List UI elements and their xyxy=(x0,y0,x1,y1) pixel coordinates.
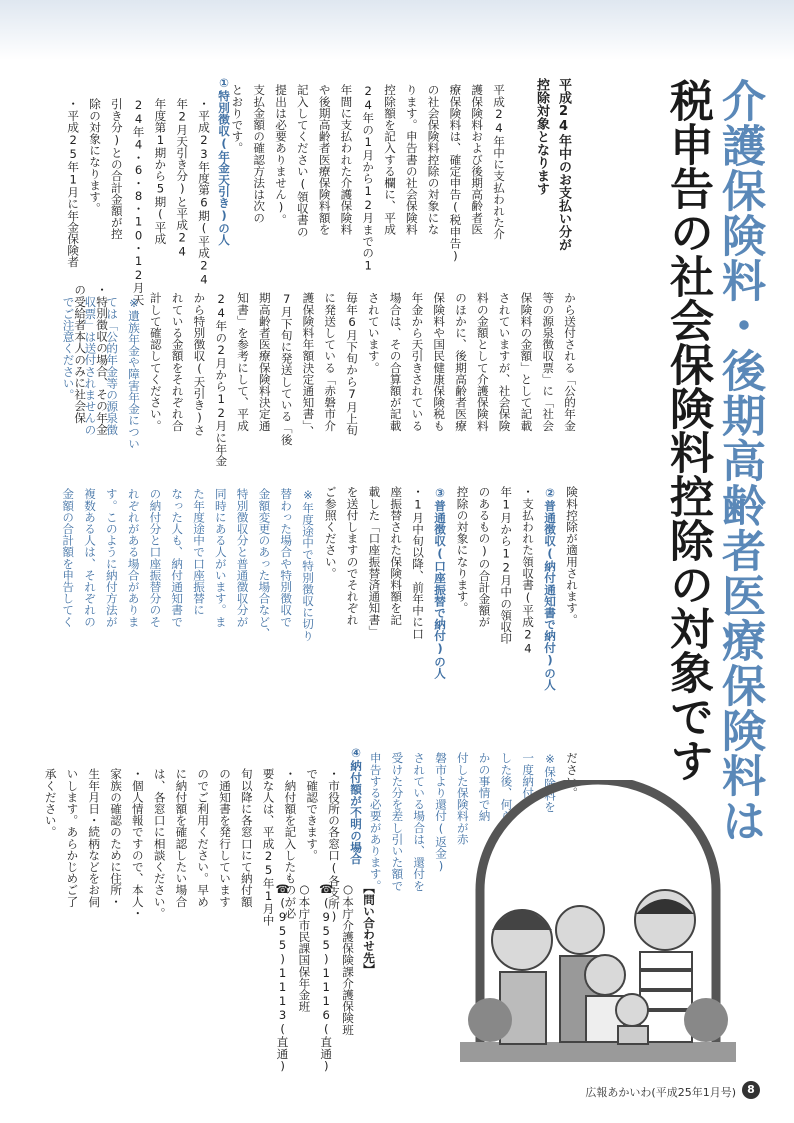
multiple-method-note: ※年度途中で特別徴収に切り 替わった場合や特別徴収で 金額変更のあった場合など、 特別徴収分と普通徴収分が 同時にある人がいます。ま た年度途中で口座振替に なった人も、納付通知書で の納付分と口座振替分のそ れぞれがある場合がありま す。このように納付方法が 複数ある人は、それぞれの 金額の合計額を申告してく xyxy=(61,488,315,642)
lead-text: 平成24年中のお支払い分が 控除対象となります xyxy=(534,78,571,251)
family-illustration xyxy=(460,780,736,1062)
heading-normal-account: ③普通徴収(口座振替で納付)の人 xyxy=(433,486,447,679)
contact-info: ○本庁介護保険課介護保険班 ☎(955)1116(直通) ○本庁市民課国保年金班 ☎(955)1113(直通) xyxy=(275,882,355,1074)
heading-unknown-amount: ④納付額が不明の場合 xyxy=(349,746,363,865)
survivor-pension-note: ※遺族年金や障害年金につい ては「公的年金等の源泉徴 収票」は送付されませんの でご注意ください。 xyxy=(61,296,141,450)
title-line-1: 介護保険料・後期高齢者医療保険料は xyxy=(714,78,765,843)
bottom-start-text: ださい。 xyxy=(565,752,579,799)
title-line-2: 税申告の社会保険料控除の対象です xyxy=(662,78,713,782)
header-band xyxy=(0,0,794,60)
page-number: 8 xyxy=(742,1081,760,1099)
refund-note: ※保険料を 一度納付 した後、何ら かの事情で納 付した保険料が赤 磐市より還付(返金) されている場合は、還付を 受けた分を差し引いた額で 申告する必要があります。 xyxy=(368,752,557,892)
unknown-amount-text: ・市役所の各窓口(各支所) で確認できます。 ・納付額を記入したものが必 要な人は、平成25年1月中 旬以降に各窓口にて納付額 の通知書を発行しています のでご利用ください。早め に納付額を確認したい場合 は、各窓口に相談ください。 ・個人情報ですので、本人・ 家族の確認のために住所・ 生年月日・続柄などをお伺 いします。あらかじめご了 承ください。 xyxy=(43,768,341,926)
heading-normal-notice: ②普通徴収(納付通知書で納付)の人 xyxy=(543,486,557,691)
heading-special-collection: ①特別徴収(年金天引き)の人 xyxy=(217,76,231,246)
middle-text: から送付される「公的年金 等の源泉徴収票」に「社会 保険料の金額」として記載 されていますが、社会保険 料の金額として介護保険料 のほかに、後期高齢者医療 保険料や国民健康保険税も 年金から天引きされている 場合は、その合算額が記載 されています。 毎年6月下旬から7月上旬 に発送している「赤磐市介 護保険料年額決定通知書」、 7月下旬に発送している「後 期高齢者医療保険料決定通 知書」を参考にして、平成 24年の2月から12月に年金 から特別徴収(天引き)さ れている金額をそれぞれ合 計して確認してください。 xyxy=(148,292,577,467)
publication-footer: 広報あかいわ(平成25年1月号) xyxy=(585,1086,736,1099)
intro-text: 平成24年中に支払われた介 護保険料および後期高齢者医 療保険料は、確定申告(税申告) の社会保険料控除の対象にな ります。申告書の社会保険料 控除額を記入する欄に、平成 24年の1月から12月までの1 年間に支払われた介護保険料 や後期高齢者医療保険料額を 記入してください(領収書の 提出は必要ありません)。 支払金額の確認方法は次の とおりです。 xyxy=(230,84,506,273)
special-collection-text: ・平成23年度第6期(平成24 年2月天引き分)と平成24 年度第1期から5期(平成 24年4・6・8・10・12月天 引き分)との合計金額が控 除の対象になります。 ・平成25年1月に年金保険者 xyxy=(66,98,211,306)
normal-notice-text: ・支払われた領収書(平成24 年1月から12月中の領収印 のあるもの)の合計金額が 控除の対象になります。 xyxy=(455,486,535,656)
deduction-applied-text: 険料控除が適用されます。 xyxy=(565,486,579,626)
middle-tail-text: ・特別徴収の場合、その年金 の受給者本人のみに社会保 xyxy=(73,284,109,435)
normal-account-text: ・1月中旬以降、前年中に口 座振替された保険料額を記 載した「口座振替済通知書」 を送付しますのでそれぞれ ご参照ください。 xyxy=(323,486,425,640)
contact-heading: 【問い合わせ先】 xyxy=(362,882,376,975)
